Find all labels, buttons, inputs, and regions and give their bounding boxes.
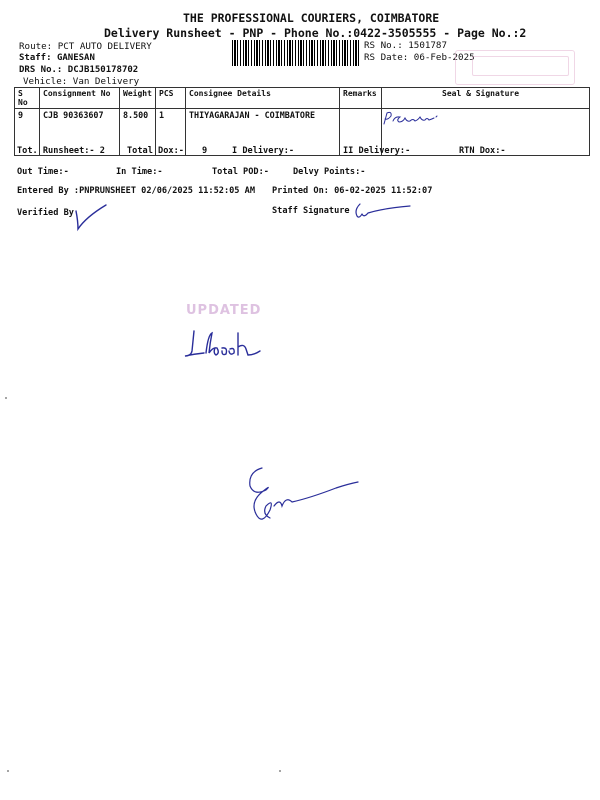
route-text: Route: PCT AUTO DELIVERY <box>19 41 152 52</box>
cell-consignment: CJB 90363607 <box>40 109 120 156</box>
staff-name: GANESAN <box>56 53 95 63</box>
barcode-image <box>232 40 360 66</box>
staff-line <box>19 53 95 63</box>
rtn-dox: RTN Dox:- <box>459 146 506 156</box>
vehicle-text: Vehicle: Van Delivery <box>23 76 140 87</box>
tot-runsheet: Tot. Runsheet:- 2 <box>17 146 105 156</box>
col-header-remarks: Remarks <box>340 88 382 109</box>
scan-dot <box>7 770 9 772</box>
rs-number: RS No.: 1501787 <box>364 40 447 51</box>
delvy-points: Delvy Points:- <box>293 167 366 177</box>
col-header-seal: Seal & Signature <box>382 88 590 109</box>
staff-signature <box>350 198 420 224</box>
entered-by: Entered By :PNPRUNSHEET 02/06/2025 11:52:05 AM <box>17 186 255 196</box>
updated-stamp: UPDATED <box>186 303 262 318</box>
handwritten-note <box>180 325 270 365</box>
large-signature <box>240 462 370 534</box>
runsheet-subtitle: Delivery Runsheet - PNP - Phone No.:0422-3505555 - Page No.:2 <box>104 26 527 40</box>
i-delivery: I Delivery:- <box>232 146 295 156</box>
total-pod: Total POD:- <box>212 167 269 177</box>
col-header-weight: Weight <box>120 88 156 109</box>
ii-delivery: II Delivery:- <box>343 146 411 156</box>
verified-by-label: Verified By <box>17 208 74 218</box>
drs-line <box>19 65 138 75</box>
cell-consignee: THIYAGARAJAN - COIMBATORE <box>186 109 340 156</box>
staff-signature-label: Staff Signature <box>272 206 350 216</box>
total-dox-label: Total Dox:- <box>127 146 184 156</box>
cell-pcs: 1 <box>156 109 186 156</box>
out-time: Out Time:- <box>17 167 69 177</box>
delivered-stamp <box>455 50 575 85</box>
printed-on: Printed On: 06-02-2025 11:52:07 <box>272 186 433 196</box>
in-time: In Time:- <box>116 167 163 177</box>
scan-dot <box>279 770 281 772</box>
total-dox-value: 9 <box>202 146 208 156</box>
drs-label: DRS No.: <box>19 65 63 75</box>
col-header-pcs: PCS <box>156 88 186 109</box>
staff-label: Staff: <box>19 53 52 63</box>
rs-date: RS Date: 06-Feb-2025 <box>364 52 475 63</box>
drs-number: DCJB150178702 <box>67 65 139 75</box>
receiver-signature <box>380 108 450 130</box>
col-header-consignee: Consignee Details <box>186 88 340 109</box>
scan-dot <box>5 397 7 399</box>
col-header-consignment: Consignment No <box>40 88 120 109</box>
company-title: THE PROFESSIONAL COURIERS, COIMBATORE <box>183 11 440 25</box>
col-header-sno: S No <box>15 88 40 109</box>
cell-sno: 9 <box>15 109 40 156</box>
cell-weight: 8.500 <box>120 109 156 156</box>
table-header-row <box>15 88 590 109</box>
verified-signature <box>72 203 112 233</box>
